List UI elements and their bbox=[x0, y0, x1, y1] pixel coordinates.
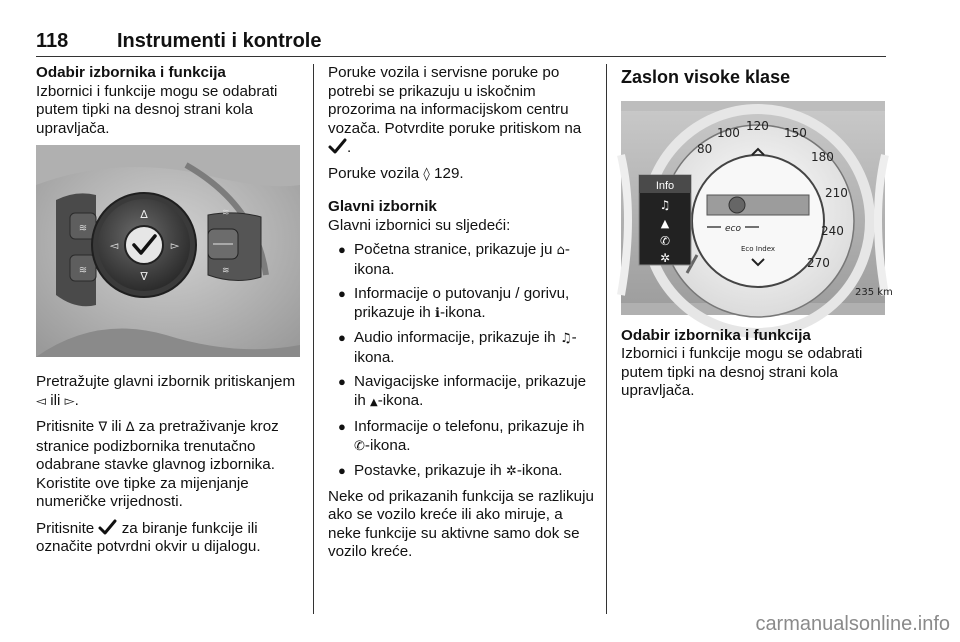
text-run: za pretraživanje kroz stranice podizbornika trenutačno odabrane stavke glavnog izbornika. Koristite ove tipke za mijenjanje numeričke vrijednosti. bbox=[36, 418, 279, 510]
info-icon: ℹ bbox=[435, 305, 440, 321]
speed-label: 150 bbox=[784, 125, 807, 140]
right-button-icon: ▻ bbox=[64, 393, 75, 409]
music-note-icon: ♫ bbox=[559, 331, 572, 346]
list-item bbox=[328, 285, 598, 323]
list-item bbox=[328, 373, 598, 412]
main-menu-list bbox=[328, 241, 598, 482]
text-run: Audio informacije, prikazuje ih bbox=[354, 329, 560, 346]
svg-text:◅: ◅ bbox=[109, 239, 119, 252]
down-button-icon: ∇ bbox=[98, 420, 108, 435]
intro-paragraph: Glavni izbornici su sljedeći: bbox=[328, 216, 511, 234]
speed-label: 270 bbox=[807, 255, 830, 270]
svg-text:≋: ≋ bbox=[78, 223, 88, 234]
bullet-icon: ● bbox=[338, 463, 346, 478]
checkmark-icon bbox=[328, 138, 347, 154]
text-run: za biranje funkcije ili označite potvrdni okvir u dijalogu. bbox=[36, 519, 261, 555]
navigation-arrow-icon: ▲ bbox=[370, 396, 378, 408]
speed-label: 120 bbox=[746, 118, 769, 133]
gear-icon: ✲ bbox=[505, 464, 517, 479]
page-header bbox=[36, 30, 886, 54]
left-button-icon: ◅ bbox=[36, 393, 46, 409]
bullet-icon: ● bbox=[338, 330, 346, 345]
select-function-paragraph bbox=[36, 519, 300, 557]
speed-label: 80 bbox=[697, 141, 713, 156]
svg-text:▻: ▻ bbox=[170, 239, 180, 252]
list-item bbox=[328, 241, 598, 279]
text-run: Navigacijske informacije, prikazuje ih bbox=[354, 373, 587, 409]
music-note-icon: ♫ bbox=[659, 197, 671, 212]
svg-text:≋: ≋ bbox=[78, 265, 88, 276]
speed-label: 240 bbox=[821, 223, 844, 238]
column-divider-2 bbox=[606, 64, 607, 614]
list-item bbox=[328, 329, 598, 367]
eco-label: eco bbox=[725, 223, 741, 234]
text-run: Poruke vozila bbox=[328, 164, 424, 182]
info-menu-label: Info bbox=[655, 179, 675, 192]
text-run: ili bbox=[46, 391, 65, 409]
intro-paragraph: Izbornici i funkcije mogu se odabrati putem tipki na desnoj strani kola upravljača. bbox=[36, 82, 278, 137]
steering-wheel-controls-figure bbox=[36, 145, 300, 357]
header-rule bbox=[36, 56, 886, 57]
checkmark-icon bbox=[98, 519, 117, 535]
speed-label: 100 bbox=[717, 125, 740, 140]
text-run: -ikona. bbox=[364, 436, 411, 454]
text-run: Pritisnite bbox=[36, 519, 99, 537]
section-heading: Odabir izbornika i funkcija bbox=[36, 64, 226, 81]
bullet-icon: ● bbox=[338, 242, 346, 257]
svg-text:∆: ∆ bbox=[140, 208, 148, 221]
column-3 bbox=[621, 64, 893, 408]
list-item bbox=[328, 462, 598, 482]
section-heading: Glavni izbornik bbox=[328, 198, 437, 215]
text-run: 129. bbox=[429, 164, 464, 182]
home-icon: ⌂ bbox=[556, 243, 565, 258]
page-number: 118 bbox=[36, 30, 69, 52]
speed-label: 210 bbox=[825, 185, 848, 200]
bullet-icon: ● bbox=[338, 286, 346, 301]
submenu-paragraph bbox=[36, 418, 300, 512]
text-run: -ikona. bbox=[516, 462, 563, 479]
text-run: Pritisnite bbox=[36, 418, 99, 435]
navigate-main-menu-paragraph bbox=[36, 373, 300, 411]
speed-label: 180 bbox=[811, 149, 834, 164]
text-run: Postavke, prikazuje ih bbox=[354, 462, 506, 479]
column-1 bbox=[36, 64, 300, 564]
phone-icon: ✆ bbox=[659, 233, 671, 248]
text-run: -ikona. bbox=[440, 303, 486, 321]
text-run: Pretražujte glavni izbornik pritiskanjem bbox=[36, 373, 296, 390]
svg-text:≋: ≋ bbox=[222, 208, 230, 218]
note-paragraph: Neke od prikazanih funkcija se razlikuju ako se vozilo kreće ili ako miruje, a neke funkcije su aktivne samo dok se vozilo kreće. bbox=[328, 487, 594, 560]
text-run: Poruke vozila i servisne poruke po potrebi se prikazuju u iskočnim prozorima na informacijskom centru vozača. Potvrdite poruke pritiskom na bbox=[328, 64, 582, 137]
text-run: Informacije o telefonu, prikazuje ih bbox=[354, 418, 585, 435]
list-item bbox=[328, 418, 598, 456]
navigation-arrow-icon: ▲ bbox=[660, 216, 670, 230]
intro-paragraph: Izbornici i funkcije mogu se odabrati putem tipki na desnoj strani kola upravljača. bbox=[621, 345, 863, 399]
section-title: Zaslon visoke klase bbox=[621, 67, 791, 87]
text-run: . bbox=[74, 391, 79, 409]
bullet-icon: ● bbox=[338, 419, 346, 434]
svg-text:≋: ≋ bbox=[222, 266, 230, 276]
eco-index-label: Eco Index bbox=[740, 244, 776, 253]
page-reference-icon: ◊ bbox=[423, 166, 430, 182]
cross-reference-paragraph bbox=[328, 165, 598, 185]
column-divider-1 bbox=[313, 64, 314, 614]
text-run: ili bbox=[107, 418, 126, 435]
svg-text:∇: ∇ bbox=[140, 270, 148, 283]
text-run: . bbox=[347, 139, 352, 156]
text-run: Početna stranice, prikazuje ju bbox=[354, 241, 557, 258]
gear-icon: ✲ bbox=[659, 250, 671, 265]
section-heading: Odabir izbornika i funkcija bbox=[621, 326, 811, 344]
text-run: -ikona. bbox=[377, 391, 424, 409]
messages-paragraph bbox=[328, 64, 598, 158]
column-2 bbox=[328, 64, 598, 569]
phone-icon: ✆ bbox=[354, 438, 365, 454]
watermark: carmanualsonline.info bbox=[755, 613, 950, 635]
instrument-cluster-figure bbox=[621, 95, 893, 315]
up-button-icon: ∆ bbox=[125, 420, 135, 435]
odometer-readout: 235 km bbox=[855, 286, 893, 298]
text-run: -ikona. bbox=[354, 241, 570, 278]
text-run: Informacije o putovanju / gorivu, prikazuje ih bbox=[354, 285, 570, 321]
bullet-icon: ● bbox=[338, 374, 346, 389]
chapter-title: Instrumenti i kontrole bbox=[117, 30, 322, 52]
text-run: -ikona. bbox=[354, 329, 577, 366]
